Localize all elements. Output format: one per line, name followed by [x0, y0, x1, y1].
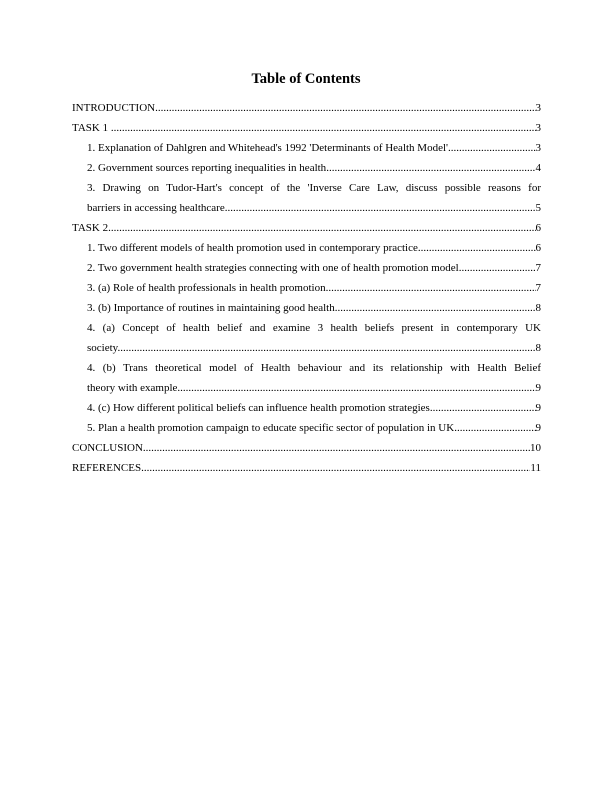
toc-entry-task1-item3-line2[interactable]: barriers in accessing healthcare ..... 5 — [72, 198, 541, 218]
page-number: 8 — [536, 338, 542, 358]
page-number: 3 — [536, 118, 542, 138]
toc-entry-task2-item4c[interactable]: 4. (c) How different political beliefs can influence health promotion strategies ..... 9 — [72, 398, 541, 418]
toc-entry-introduction[interactable]: INTRODUCTION ..... 3 — [72, 98, 541, 118]
toc-entry-task-1[interactable]: TASK 1 ..... 3 — [72, 118, 541, 138]
page-number: 9 — [536, 418, 542, 438]
page-number: 9 — [536, 398, 542, 418]
toc-entry-task2-item3b[interactable]: 3. (b) Importance of routines in maintaining good health ..... 8 — [72, 298, 541, 318]
toc-entry-task2-item1[interactable]: 1. Two different models of health promotion used in contemporary practice ..... 6 — [72, 238, 541, 258]
toc-entry-task-2[interactable]: TASK 2 ..... 6 — [72, 218, 541, 238]
page-number: 8 — [536, 298, 542, 318]
toc-entry-task2-item2[interactable]: 2. Two government health strategies connecting with one of health promotion model ..... 7 — [72, 258, 541, 278]
page-number: 7 — [536, 278, 542, 298]
page-number: 6 — [536, 238, 542, 258]
page-number: 6 — [536, 218, 542, 238]
toc-entry-task2-item4a-line1[interactable]: 4. (a) Concept of health belief and examine 3 health beliefs present in contemporary UK — [87, 322, 541, 334]
toc-entry-conclusion[interactable]: CONCLUSION ..... 10 — [72, 438, 541, 458]
page-number: 4 — [536, 158, 542, 178]
toc-entry-task2-item3a[interactable]: 3. (a) Role of health professionals in health promotion ..... 7 — [72, 278, 541, 298]
page-number: 5 — [536, 198, 542, 218]
toc-entry-task1-item3-line1[interactable]: 3. Drawing on Tudor-Hart's concept of the 'Inverse Care Law, discuss possible reasons for — [87, 182, 541, 194]
page-number: 9 — [536, 378, 542, 398]
toc-entry-task2-item4a-line2[interactable]: society ..... 8 — [72, 338, 541, 358]
page-number: 7 — [536, 258, 542, 278]
toc-entry-task2-item4b-line2[interactable]: theory with example ..... 9 — [72, 378, 541, 398]
page-number: 3 — [536, 98, 542, 118]
page-number: 11 — [530, 458, 541, 478]
page-number: 10 — [530, 438, 541, 458]
toc-title: Table of Contents — [251, 71, 361, 87]
table-of-contents — [72, 98, 541, 478]
toc-entry-task1-item1[interactable]: 1. Explanation of Dahlgren and Whitehead's 1992 'Determinants of Health Model' ..... 3 — [72, 138, 541, 158]
toc-entry-task1-item2[interactable]: 2. Government sources reporting inequalities in health ..... 4 — [72, 158, 541, 178]
toc-entry-references[interactable]: REFERENCES ..... 11 — [72, 458, 541, 478]
page-number: 3 — [536, 138, 542, 158]
toc-entry-task2-item4b-line1[interactable]: 4. (b) Trans theoretical model of Health behaviour and its relationship with Health Belief — [87, 362, 541, 374]
toc-entry-task2-item5[interactable]: 5. Plan a health promotion campaign to educate specific sector of population in UK ..... 9 — [72, 418, 541, 438]
